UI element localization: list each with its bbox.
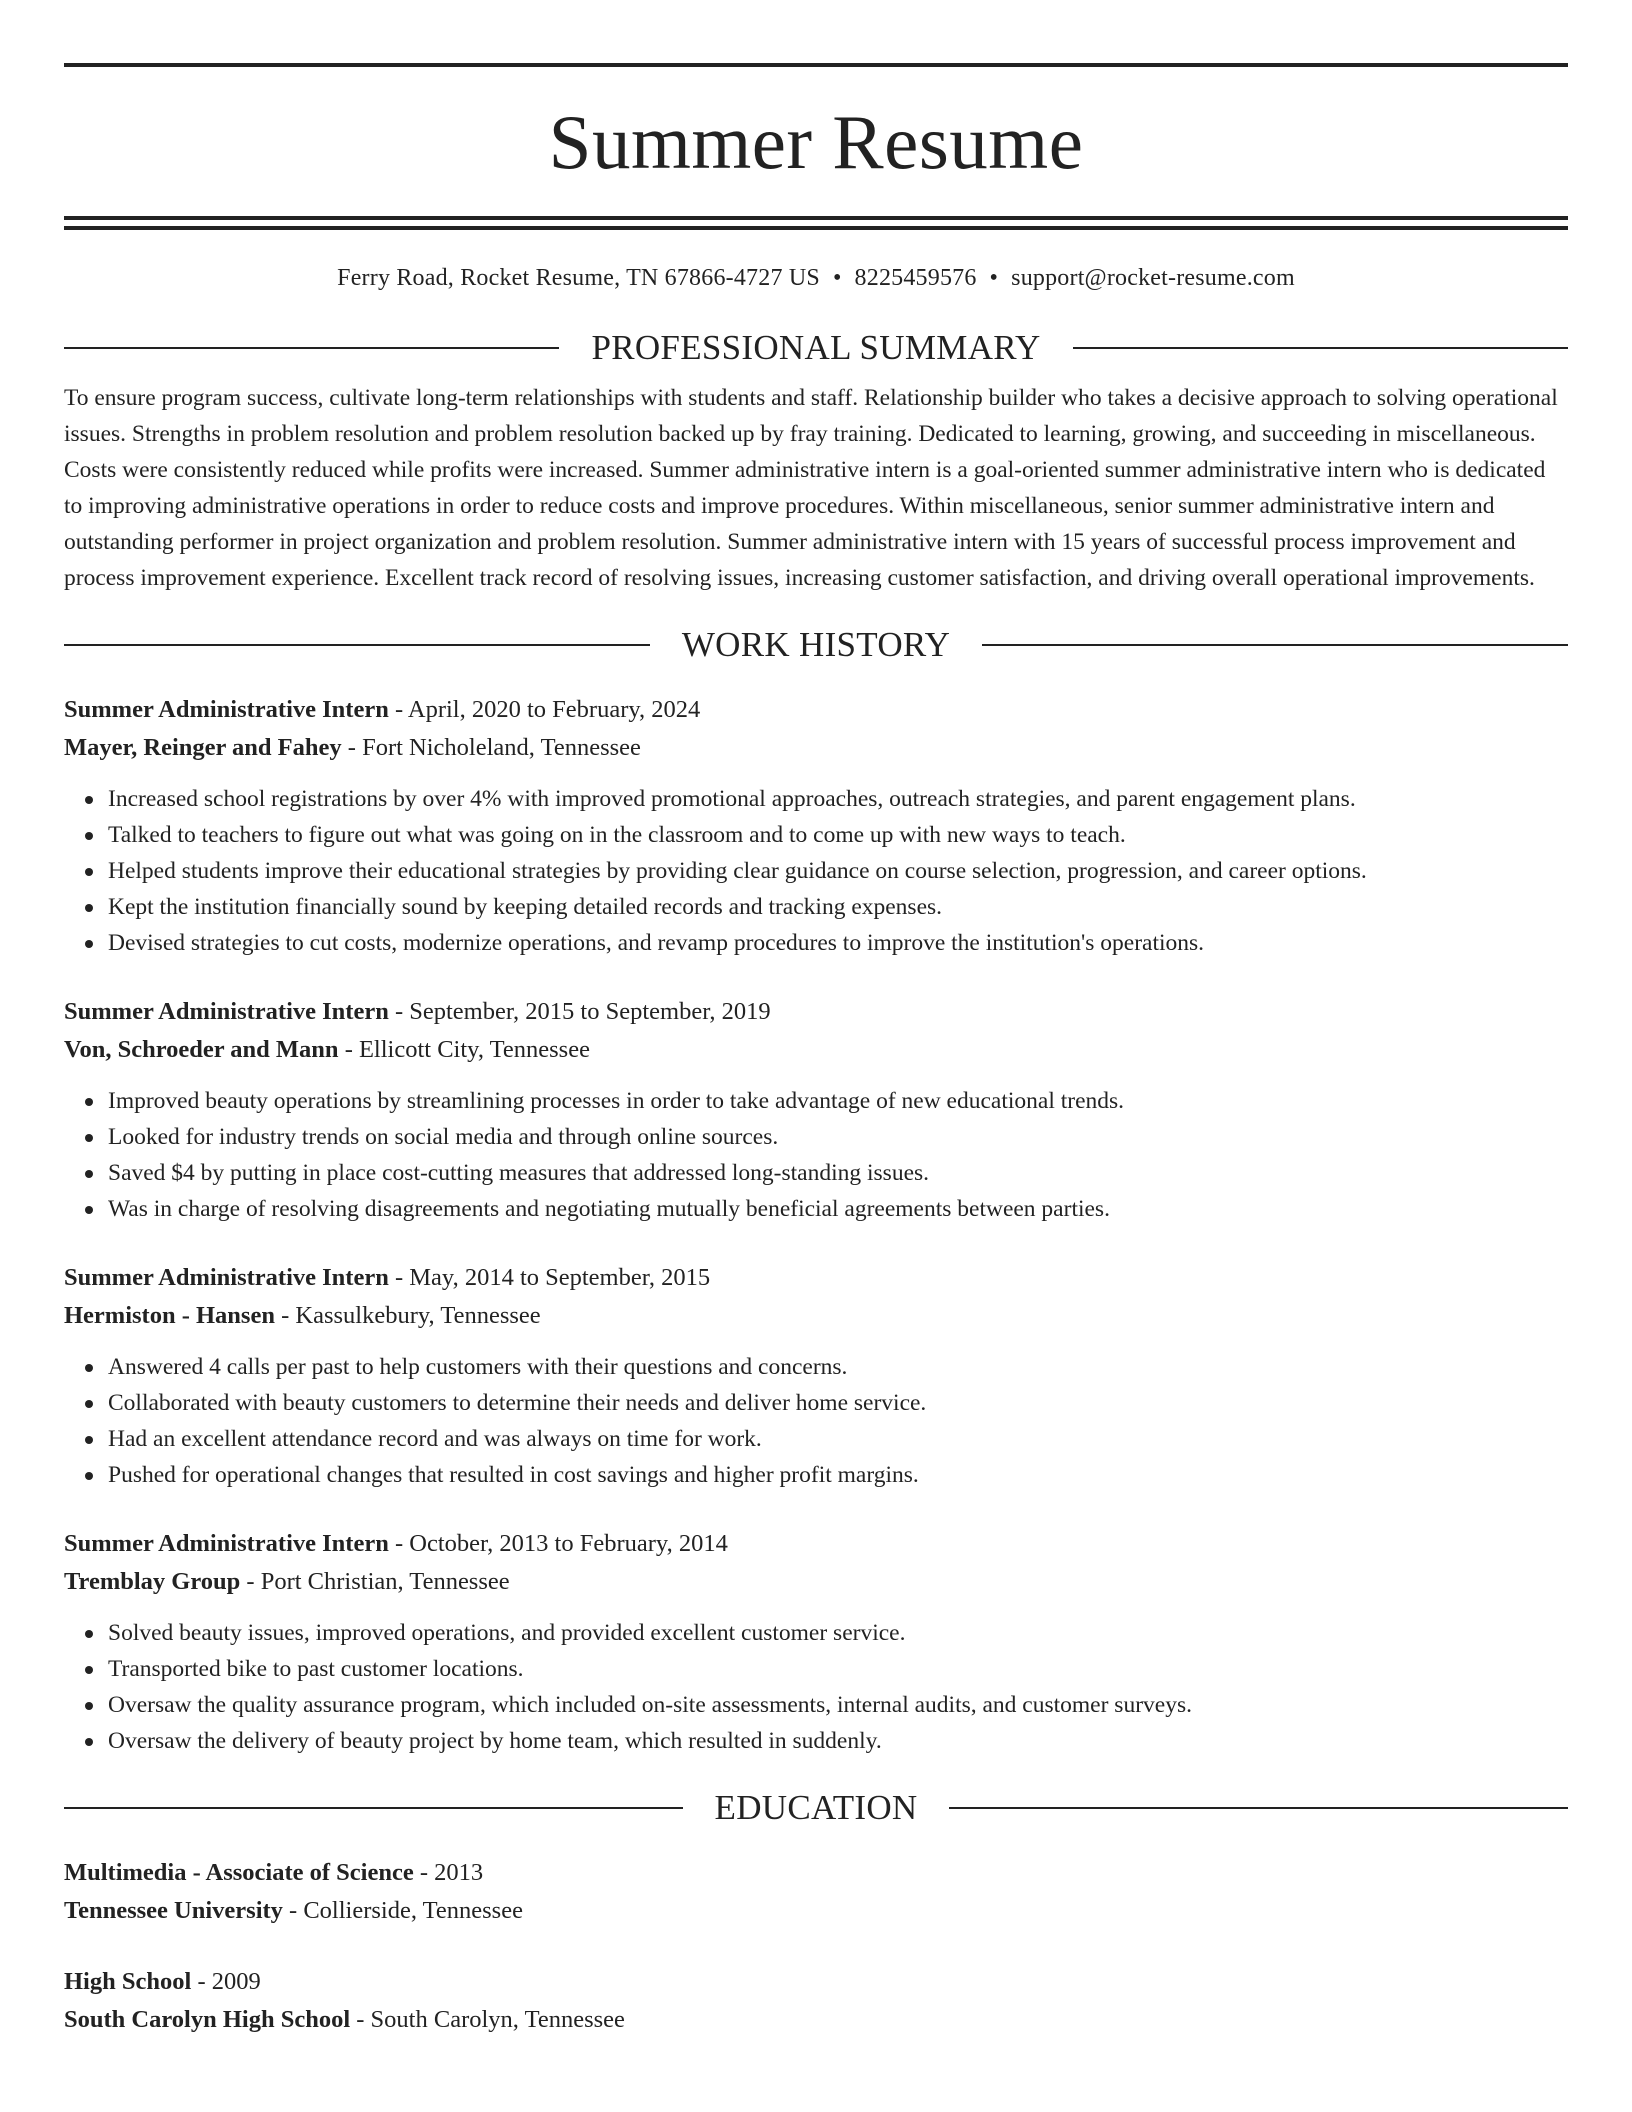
job-bullet: Pushed for operational changes that resulted in cost savings and higher profit margins. — [108, 1457, 1568, 1493]
job-entry — [64, 1259, 1568, 1493]
job-bullets — [64, 1083, 1568, 1227]
job-bullets — [64, 781, 1568, 961]
education-school: South Carolyn High School — [64, 2006, 351, 2033]
job-title: Summer Administrative Intern — [64, 1264, 389, 1291]
heading-rule-right — [982, 644, 1568, 646]
job-bullet: Talked to teachers to figure out what was going on in the classroom and to come up with new ways to teach. — [108, 817, 1568, 853]
heading-rule-left — [64, 1807, 683, 1809]
education-location: - South Carolyn, Tennessee — [350, 2006, 625, 2033]
education-year: - 2009 — [191, 1968, 261, 1995]
education-degree: Multimedia - Associate of Science — [64, 1859, 414, 1886]
contact-line — [64, 263, 1568, 293]
job-employer: Tremblay Group — [64, 1568, 241, 1595]
section-title-work: WORK HISTORY — [681, 625, 951, 664]
job-employer-line — [64, 1031, 1568, 1069]
section-title-education: EDUCATION — [714, 1788, 918, 1827]
job-bullet: Increased school registrations by over 4% with improved promotional approaches, outreach strategies, and parent engagement plans. — [108, 781, 1568, 817]
job-bullet: Transported bike to past customer locations. — [108, 1651, 1568, 1687]
job-title-line — [64, 1259, 1568, 1297]
job-employer: Mayer, Reinger and Fahey — [64, 734, 342, 761]
education-year: - 2013 — [413, 1859, 484, 1886]
heading-rule-right — [949, 1807, 1568, 1809]
heading-rule-left — [64, 644, 650, 646]
education-school-line — [64, 2001, 1568, 2039]
job-bullet: Was in charge of resolving disagreements and negotiating mutually beneficial agreements between parties. — [108, 1191, 1568, 1227]
job-bullet: Solved beauty issues, improved operations, and provided excellent customer service. — [108, 1615, 1568, 1651]
work-history-list — [64, 691, 1568, 1759]
job-bullets — [64, 1349, 1568, 1493]
section-heading-education — [64, 1788, 1568, 1828]
contact-separator: • — [832, 265, 842, 291]
education-degree: High School — [64, 1968, 192, 1995]
contact-phone: 8225459576 — [854, 265, 977, 291]
job-title-line — [64, 691, 1568, 729]
education-entry — [64, 1854, 1568, 1930]
job-title-line — [64, 1525, 1568, 1563]
job-location: - Kassulkebury, Tennessee — [274, 1302, 541, 1329]
job-bullet: Devised strategies to cut costs, modernize operations, and revamp procedures to improve the institution's operations. — [108, 925, 1568, 961]
job-bullet: Oversaw the delivery of beauty project by home team, which resulted in suddenly. — [108, 1723, 1568, 1759]
job-dates: - September, 2015 to September, 2019 — [388, 998, 771, 1025]
job-bullets — [64, 1615, 1568, 1759]
section-heading-summary — [64, 328, 1568, 368]
education-entry — [64, 1963, 1568, 2039]
job-title: Summer Administrative Intern — [64, 1530, 389, 1557]
summary-paragraph: To ensure program success, cultivate long-term relationships with students and staff. Relationship builder who takes a decisive approach to solving operational issues. Strengths in problem resolution and problem resolution backed up by fray training. Dedicated to learning, growing, and succeeding in miscellaneous. Costs were consistently reduced while profits were increased. Summer administrative intern is a goal-oriented summer administrative intern who is dedicated to improving administrative operations in order to reduce costs and improve procedures. Within miscellaneous, senior summer administrative intern and outstanding performer in project organization and problem resolution. Summer administrative intern with 15 years of successful process improvement and process improvement experience. Excellent track record of resolving issues, increasing customer satisfaction, and driving overall operational improvements. — [64, 385, 1558, 591]
job-entry — [64, 1525, 1568, 1759]
job-bullet: Helped students improve their educational strategies by providing clear guidance on course selection, progression, and career options. — [108, 853, 1568, 889]
job-title-line — [64, 993, 1568, 1031]
job-title: Summer Administrative Intern — [64, 696, 389, 723]
heading-rule-left — [64, 347, 559, 349]
job-bullet: Collaborated with beauty customers to determine their needs and deliver home service. — [108, 1385, 1568, 1421]
job-location: - Ellicott City, Tennessee — [338, 1036, 590, 1063]
job-employer-line — [64, 1563, 1568, 1601]
section-heading-work — [64, 625, 1568, 665]
job-title: Summer Administrative Intern — [64, 998, 389, 1025]
job-bullet: Oversaw the quality assurance program, which included on-site assessments, internal audits, and customer surveys. — [108, 1687, 1568, 1723]
job-bullet: Improved beauty operations by streamlining processes in order to take advantage of new educational trends. — [108, 1083, 1568, 1119]
education-degree-line — [64, 1963, 1568, 2001]
job-bullet: Answered 4 calls per past to help customers with their questions and concerns. — [108, 1349, 1568, 1385]
job-entry — [64, 691, 1568, 961]
job-dates: - April, 2020 to February, 2024 — [388, 696, 701, 723]
job-employer: Von, Schroeder and Mann — [64, 1036, 339, 1063]
resume-name: Summer Resume — [548, 99, 1084, 185]
job-employer-line — [64, 1297, 1568, 1335]
name-divider-lower — [64, 226, 1568, 230]
contact-email: support@rocket-resume.com — [1011, 265, 1295, 291]
job-bullet: Looked for industry trends on social media and through online sources. — [108, 1119, 1568, 1155]
job-employer: Hermiston - Hansen — [64, 1302, 275, 1329]
education-location: - Collierside, Tennessee — [282, 1897, 523, 1924]
resume-page — [64, 0, 1568, 2039]
education-list — [64, 1854, 1568, 2039]
education-school-line — [64, 1892, 1568, 1930]
job-dates: - May, 2014 to September, 2015 — [388, 1264, 711, 1291]
education-school: Tennessee University — [64, 1897, 283, 1924]
job-location: - Port Christian, Tennessee — [240, 1568, 510, 1595]
job-entry — [64, 993, 1568, 1227]
section-title-summary: PROFESSIONAL SUMMARY — [591, 328, 1041, 367]
job-employer-line — [64, 729, 1568, 767]
job-dates: - October, 2013 to February, 2014 — [388, 1530, 728, 1557]
job-location: - Fort Nicholeland, Tennessee — [341, 734, 641, 761]
job-bullet: Kept the institution financially sound by keeping detailed records and tracking expenses. — [108, 889, 1568, 925]
job-bullet: Had an excellent attendance record and was always on time for work. — [108, 1421, 1568, 1457]
heading-rule-right — [1073, 347, 1568, 349]
top-divider — [64, 63, 1568, 67]
job-bullet: Saved $4 by putting in place cost-cutting measures that addressed long-standing issues. — [108, 1155, 1568, 1191]
contact-separator: • — [989, 265, 999, 291]
education-degree-line — [64, 1854, 1568, 1892]
contact-address: Ferry Road, Rocket Resume, TN 67866-4727 US — [337, 265, 820, 291]
name-divider-upper — [64, 216, 1568, 220]
